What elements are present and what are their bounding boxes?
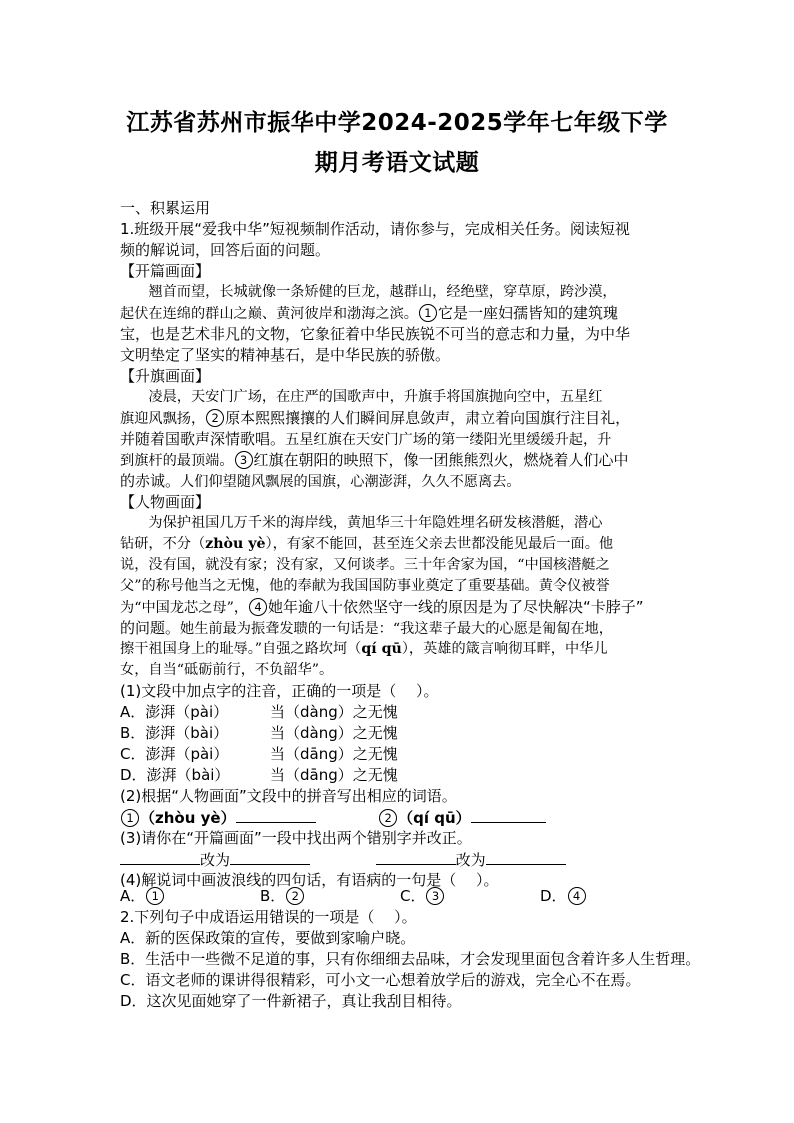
q2-option-d[interactable]: D．这次见面她穿了一件新裙子，真让我刮目相待。 (120, 992, 462, 1010)
q2-option-c[interactable]: C．语文老师的课讲得很精彩，可小文一心想着放学后的游戏，完全心不在焉。 (120, 971, 641, 989)
subquestion-4-options (120, 886, 587, 907)
person-scene-heading: 【人物画面】 (120, 493, 211, 511)
q2-option-a[interactable]: A．新的医保政策的宣传，要做到家喻户晓。 (120, 929, 416, 947)
wavy-sentence-1: 它是一座妇孺皆知的建筑瑰 (437, 304, 618, 322)
option-a[interactable] (120, 886, 260, 907)
circled-number-3: 3 (426, 887, 444, 905)
flag-scene-heading: 【升旗画面】 (120, 367, 211, 385)
text-segment: 并随着国歌声深情歌唱。 (120, 430, 286, 448)
option-a[interactable] (120, 702, 398, 723)
option-label: B． (260, 887, 286, 905)
exam-title-line-2: 期月考语文试题 (314, 150, 480, 176)
answer-blank[interactable] (236, 807, 316, 823)
opening-paragraph-line: 宝，也是艺术非凡的文物，它象征着中华民族锐不可当的意志和力量，为中华 (120, 325, 631, 343)
option-b[interactable] (260, 886, 400, 907)
flag-paragraph-line (120, 471, 521, 493)
q1-intro: 1.班级开展“爱我中华”短视频制作活动，请你参与，完成相关任务。阅读短视 (120, 220, 630, 238)
text-segment: 为“中国龙芯之母”， (120, 600, 249, 616)
pinyin-qiqu: qí qū (361, 641, 402, 657)
wavy-sentence-2: 原本熙熙攘攘的人们瞬间屏息敛声，肃立着向国旗行注目礼， (225, 409, 631, 427)
q1-intro-cont: 频的解说词，回答后面的问题。 (120, 241, 331, 259)
change-to-label: 改为 (200, 851, 231, 869)
text-segment: 擦干祖国身上的耻辱。”自强之路坎坷（ (120, 641, 362, 657)
subquestion-3-answers (120, 849, 566, 871)
option-c[interactable] (120, 744, 398, 765)
option-label: C． (400, 887, 426, 905)
option-c[interactable] (400, 886, 540, 907)
text-segment: ），英雄的箴言响彻耳畔，中华儿 (401, 641, 608, 657)
exam-title-line-1: 江苏省苏州市振华中学2024-2025学年七年级下学 (126, 110, 668, 136)
pinyin-zhouye: zhòu yè (205, 536, 266, 552)
answer-blank[interactable] (471, 807, 546, 823)
subquestion-4: (4)解说词中画波浪线的四句话，有语病的一句是（ ）。 (120, 871, 499, 889)
person-paragraph-line: 女，自当“砥砺前行，不负韶华”。 (120, 662, 334, 678)
flag-paragraph-line (120, 450, 629, 472)
circled-number-4: 4 (568, 887, 586, 905)
option-c-pinyin: C．澎湃（pài） (120, 745, 229, 763)
option-b-pinyin: B．澎湃（bài） (120, 724, 229, 742)
person-paragraph-line (120, 639, 608, 660)
option-c-pinyin-2: 当（dāng）之无愧 (270, 745, 398, 763)
person-paragraph-line (120, 618, 613, 640)
section-heading: 一、积累运用 (120, 199, 211, 217)
flag-paragraph-line: 凌晨，天安门广场，在庄严的国歌声中，升旗手将国旗抛向空中，五星红 (120, 389, 603, 405)
circled-number-3: 3 (235, 451, 253, 469)
q2-option-b[interactable]: B．生活中一些微不足道的事，只有你细细去品味，才会发现里面包含着许多人生哲理。 (120, 950, 701, 968)
wavy-sentence-4: 她年逾八十依然坚守一线的原因是为了尽快解决“卡脖子” (268, 598, 644, 616)
person-paragraph-line: 说，没有国，就没有家；没有家，又何谈孝。三十年舍家为国，“中国核潜艇之 (120, 557, 610, 573)
circled-number-2: 2 (206, 409, 224, 427)
text-segment: 的问题。 (120, 619, 181, 637)
option-b[interactable] (120, 723, 398, 744)
person-paragraph-line (120, 597, 644, 619)
text-segment: 旗迎风飘扬， (120, 411, 206, 427)
option-a-pinyin-2: 当（dàng）之无愧 (270, 703, 398, 721)
opening-paragraph-line: 文明垫定了坚实的精神基石，是中华民族的骄傲。 (120, 346, 451, 364)
change-to-label: 改为 (455, 851, 486, 869)
text-segment: ），有家不能回，甚至连父亲去世都没能见最后一面。他 (265, 536, 614, 552)
circled-number-2: 2 (379, 809, 397, 827)
person-paragraph-line (120, 534, 613, 555)
flag-paragraph-line (120, 429, 611, 451)
option-d[interactable] (540, 886, 587, 907)
answer-blank[interactable] (486, 849, 566, 865)
opening-paragraph-line (120, 303, 618, 325)
option-d[interactable] (120, 765, 398, 786)
opening-paragraph-line: 翘首而望，长城就像一条矫健的巨龙，越群山，经绝壁，穿草原，跨沙漠， (120, 284, 617, 300)
option-b-pinyin-2: 当（dàng）之无愧 (270, 724, 398, 742)
circled-number-1: 1 (419, 304, 437, 322)
circled-number-1: 1 (146, 887, 164, 905)
text-segment: 的赤诚。 (120, 472, 181, 490)
flag-paragraph-line (120, 408, 630, 430)
subquestion-3: (3)请你在“开篇画面”一段中找出两个错别字并改正。 (120, 829, 472, 847)
option-label: D． (540, 887, 567, 905)
option-d-pinyin-2: 当（dāng）之无愧 (270, 766, 398, 784)
question-2-stem: 2.下列句子中成语运用错误的一项是（ ）。 (120, 908, 417, 926)
text-segment: 她生前最为振聋发聩的一句话是：“我这辈子最大的心愿是匍匐在地， (180, 621, 613, 637)
answer-blank[interactable] (230, 849, 310, 865)
answer-blank[interactable] (376, 849, 456, 865)
wavy-sentence-3: 红旗在朝阳的映照下，像一团熊熊烈火，燃烧着人们心中 (253, 451, 629, 469)
option-a-pinyin: A．澎湃（pài） (120, 703, 229, 721)
answer-blank[interactable] (120, 849, 200, 865)
subquestion-2-answers (120, 807, 546, 829)
pinyin-prompt: （qí qū） (398, 809, 471, 827)
pinyin-prompt: （zhòu yè） (140, 809, 236, 827)
person-paragraph-line: 父”的称号他当之无愧，他的奉献为我国国防事业奠定了重要基础。黄令仪被誉 (120, 578, 610, 594)
circled-number-2: 2 (286, 887, 304, 905)
text-segment: 起伏在连绵的群山之巅、黄河彼岸和渤海之滨。 (120, 306, 418, 322)
text-segment: 到旗杆的最顶端。 (120, 453, 234, 469)
person-paragraph-line: 为保护祖国几万千米的海岸线，黄旭华三十年隐姓埋名研发核潜艇，潜心 (120, 515, 603, 531)
opening-scene-heading: 【开篇画面】 (120, 262, 211, 280)
option-label: A． (120, 887, 146, 905)
text-segment: 五星红旗在天安门广场的第一缕阳光里缓缓升起，升 (285, 432, 612, 448)
option-d-pinyin: D．澎湃（bài） (120, 766, 230, 784)
subquestion-2: (2)根据“人物画面”文段中的拼音写出相应的词语。 (120, 787, 457, 805)
subquestion-1: (1)文段中加点字的注音，正确的一项是（ ）。 (120, 682, 439, 700)
text-segment: 人们仰望随风飘展的国旗，心潮澎湃，久久不愿离去。 (180, 474, 521, 490)
circled-number-1: 1 (121, 809, 139, 827)
circled-number-4: 4 (249, 598, 267, 616)
text-segment: 钻研，不分（ (120, 536, 206, 552)
